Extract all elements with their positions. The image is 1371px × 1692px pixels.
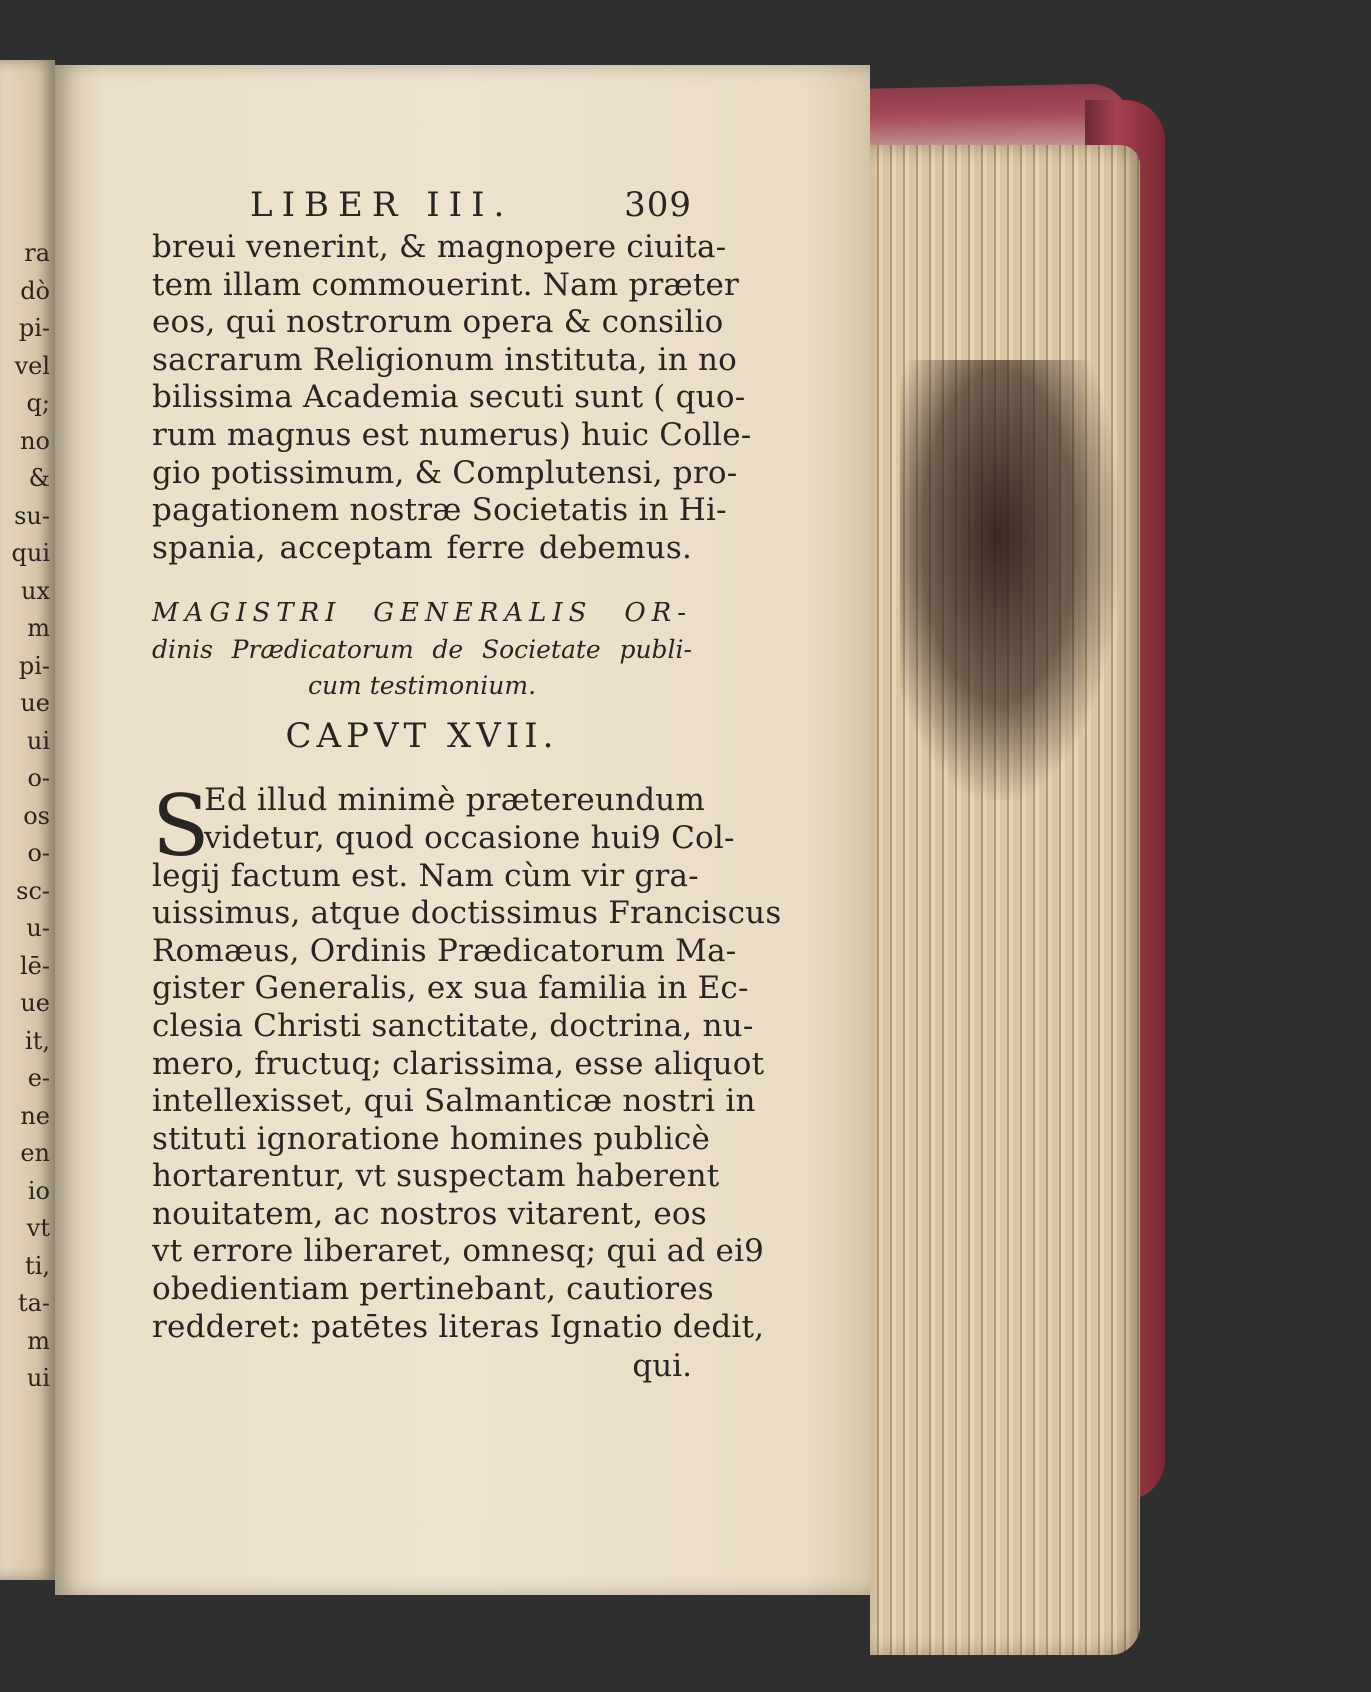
right-page (55, 65, 870, 1595)
text-line: rum magnus est numerus) huic Colle- (152, 416, 752, 453)
left-page-fragment: no (20, 426, 50, 455)
left-page-fragment: ui (26, 1364, 50, 1392)
section-heading (152, 594, 692, 704)
text-line: obedientiam pertinebant, cautiores (152, 1271, 714, 1308)
running-head (152, 185, 692, 229)
left-page-fragment: qui (11, 539, 50, 567)
running-head-title: LIBER III. (250, 185, 514, 225)
text-line: mero, fructuq; clarissima, esse aliquot (152, 1045, 765, 1082)
text-line: sacrarum Religionum instituta, in no (152, 341, 737, 378)
text-line: tem illam commouerint. Nam præter (152, 266, 740, 303)
left-page-fragment: ue (20, 989, 50, 1017)
left-page-fragment: m (27, 1326, 50, 1355)
text-line: pagationem nostræ Societatis in Hi- (152, 492, 727, 529)
text-line: Romæus, Ordinis Prædicatorum Ma- (152, 932, 737, 969)
text-line: breui venerint, & magnopere ciuita- (152, 229, 727, 265)
left-page-fragment: sc- (16, 876, 50, 905)
left-page-fragment: ra (24, 239, 50, 267)
text-line: spania, acceptam ferre debemus. (152, 529, 692, 566)
text-line: gister Generalis, ex sua familia in Ec- (152, 970, 749, 1007)
text-line: gio potissimum, & Complutensi, pro- (152, 454, 738, 491)
text-line: uissimus, atque doctissimus Franciscus (152, 895, 782, 932)
heading-line-3: cum testimonium. (307, 671, 537, 701)
page-content (152, 185, 782, 1386)
text-line: stituti ignoratione homines publicè (152, 1120, 711, 1157)
left-page-fragment: & (28, 464, 50, 492)
text-line: clesia Christi sanctitate, doctrina, nu- (152, 1007, 754, 1044)
page-number: 309 (624, 185, 692, 225)
left-page-fragment: o- (27, 764, 50, 792)
left-page-fragment: dò (20, 276, 50, 305)
left-page-fragment: vel (14, 351, 50, 380)
catchword: qui. (632, 1348, 692, 1385)
text-line: eos, qui nostrorum opera & consilio (152, 304, 724, 341)
paragraph (152, 777, 782, 1346)
left-page-fragment: pi- (18, 314, 50, 342)
ink-stain (900, 360, 1120, 800)
heading-line-1: MAGISTRI GENERALIS OR- (152, 598, 692, 629)
left-page-fragment: en (20, 1139, 50, 1167)
left-page-text-fragments (0, 235, 50, 1398)
left-page-edge (0, 60, 55, 1580)
text-line: nouitatem, ac nostros vitarent, eos (152, 1195, 707, 1232)
text-line: bilissima Academia secuti sunt ( quo- (152, 379, 746, 416)
left-page-fragment: vt (26, 1214, 50, 1242)
heading-line-2: dinis Prædicatorum de Societate publi- (152, 635, 692, 665)
text-line: videtur, quod occasione hui9 Col- (204, 819, 735, 856)
left-page-fragment: ta- (17, 1289, 50, 1317)
left-page-fragment: q; (26, 389, 50, 417)
left-page-fragment: ue (20, 689, 50, 717)
left-page-fragment: su- (14, 501, 50, 530)
left-page-fragment: ti, (25, 1251, 50, 1280)
left-page-fragment: io (27, 1176, 50, 1205)
drop-cap: S (152, 777, 210, 876)
left-page-fragment: u- (26, 914, 50, 942)
text-line: Ed illud minimè prætereundum (204, 782, 706, 819)
left-page-fragment: ne (20, 1101, 50, 1130)
left-page-fragment: pi- (18, 651, 50, 680)
text-line: redderet: patētes literas Ignatio dedit, (152, 1308, 765, 1345)
left-page-fragment: m (27, 614, 50, 642)
left-page-fragment: o- (27, 839, 50, 867)
text-block-top (152, 229, 752, 567)
text-line: intellexisset, qui Salmanticæ nostri in (152, 1083, 756, 1120)
paragraph-lines (152, 777, 782, 1346)
text-line: vt errore liberaret, omnesq; qui ad ei9 (152, 1233, 765, 1270)
left-page-fragment: ui (26, 726, 50, 755)
left-page-fragment: it, (25, 1026, 50, 1055)
left-page-fragment: e- (27, 1064, 50, 1092)
left-page-fragment: os (23, 801, 50, 830)
text-line: hortarentur, vt suspectam haberent (152, 1158, 720, 1195)
chapter-title: CAPVT XVII. (285, 716, 559, 757)
text-line: legij factum est. Nam cùm vir gra- (152, 857, 699, 894)
left-page-fragment: lē- (20, 951, 50, 980)
left-page-fragment: ux (21, 576, 50, 605)
